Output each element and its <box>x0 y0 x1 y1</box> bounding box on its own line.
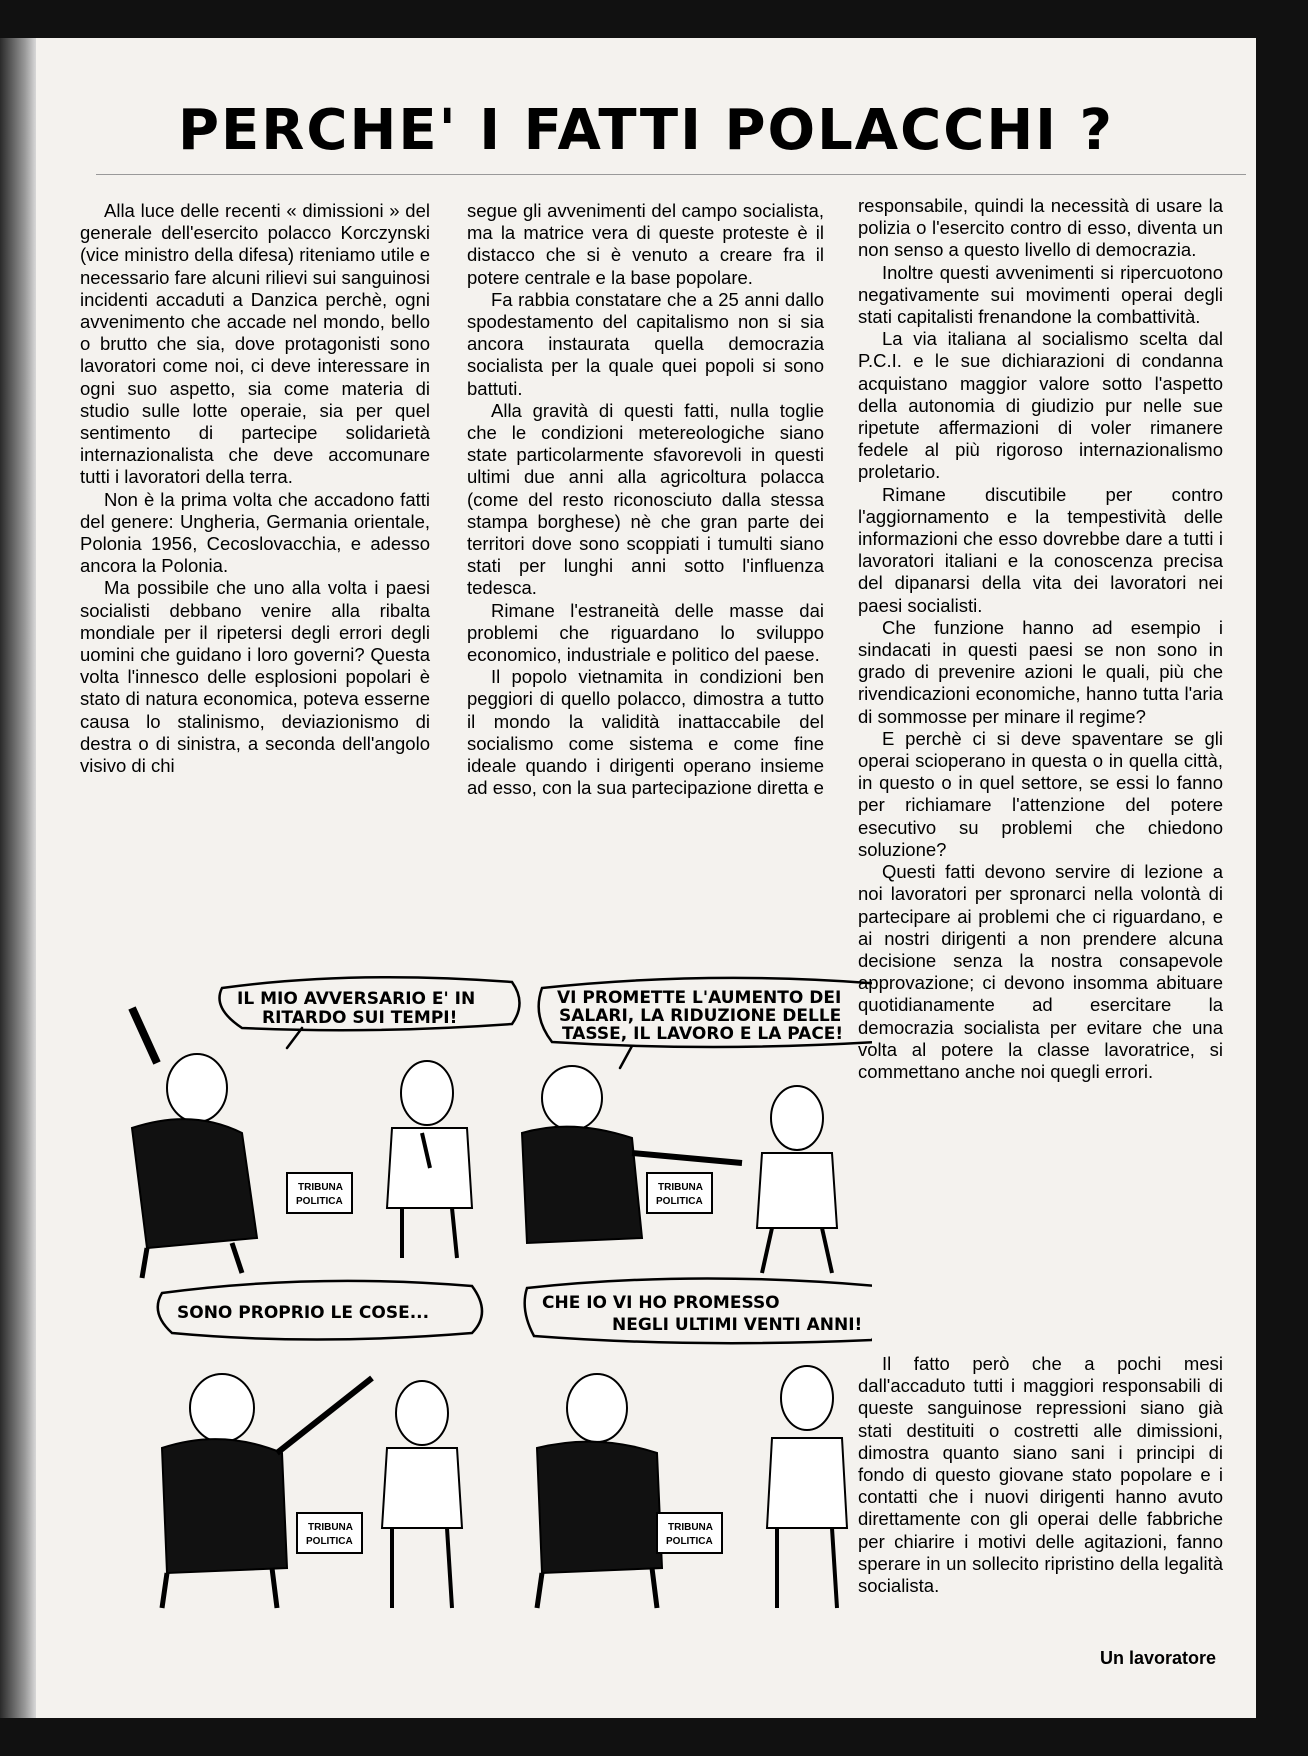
bubble-text: SONO PROPRIO LE COSE... <box>177 1303 430 1323</box>
title-divider <box>96 174 1246 175</box>
sign-text: TRIBUNA <box>668 1522 713 1533</box>
podium-sign <box>287 1173 352 1213</box>
paragraph: Il fatto però che a pochi mesi dall'accaduto tutti i maggiori responsabili di queste sanguinose repressioni siano già stati destituiti o costretti alle dimissioni, dimostra quanto siano sani i principi di fondo di questo giovane stato popolare e i contatti che i nuovi dirigenti hanno avuto direttamente con gli operai delle fabbriche per chiarire i motivi delle agitazioni, fanno sperare in un sollecito ripristino della legalità socialista. <box>858 1353 1223 1597</box>
bubble-text: VI PROMETTE L'AUMENTO DEI <box>557 988 842 1008</box>
bubble-text: IL MIO AVVERSARIO E' IN <box>237 989 476 1009</box>
text-column-3 <box>858 195 1223 1083</box>
paragraph: segue gli avvenimenti del campo socialista, ma la matrice vera di queste proteste è il distacco che si è venuto a creare fra il potere centrale e la base popolare. <box>467 200 824 288</box>
paragraph: Questi fatti devono servire di lezione a noi lavoratori per spronarci nella volontà di partecipare ai problemi che ci riguardano, e ai nostri dirigenti a non prendere alcuna decisione senza la nostra consapevole approvazione; ci devono insomma abituare quotidianamente ad esercitare la democrazia socialista per evitare che una volta al potere la classe lavoratrice, si commettano anche noi quegli errori. <box>858 861 1223 1082</box>
podium-sign <box>657 1513 722 1553</box>
podium-sign <box>647 1173 712 1213</box>
text-column-2 <box>467 200 824 799</box>
paragraph: Il popolo vietnamita in condizioni ben peggiori di quello polacco, dimostra a tutto il mondo la validità inattaccabile del socialismo come sistema e come fine ideale quando i dirigenti operano insieme ad esso, con la sua partecipazione diretta e <box>467 666 824 799</box>
page-edge <box>0 38 36 1718</box>
political-cartoon <box>72 968 872 1668</box>
bubble-text: RITARDO SUI TEMPI! <box>262 1008 458 1028</box>
sign-text: TRIBUNA <box>658 1182 703 1193</box>
sign-text: POLITICA <box>306 1536 353 1547</box>
podium-sign <box>297 1513 362 1553</box>
sign-text: POLITICA <box>666 1536 713 1547</box>
bubble-text: SALARI, LA RIDUZIONE DELLE <box>559 1006 842 1026</box>
paragraph: E perchè ci si deve spaventare se gli operai scioperano in questa o in quella città, in questo o in quel settore, se essi lo fanno per richiamare l'attenzione del potere esecutivo su problemi che chiedono soluzione? <box>858 727 1223 860</box>
bubble-text: CHE IO VI HO PROMESSO <box>542 1293 780 1313</box>
paragraph: responsabile, quindi la necessità di usare la polizia o l'esercito contro di esso, diventa un non senso a questo livello di democrazia. <box>858 195 1223 261</box>
bubble-text: TASSE, IL LAVORO E LA PACE! <box>562 1024 844 1044</box>
paragraph: Fa rabbia constatare che a 25 anni dallo spodestamento del capitalismo non si sia ancora instaurata quella democrazia socialista per la quale quei popoli si sono battuti. <box>467 288 824 399</box>
sign-text: POLITICA <box>656 1196 703 1207</box>
paragraph: Ma possibile che uno alla volta i paesi socialisti debbano venire alla ribalta mondiale per il ripetersi degli errori degli uomini che guidano i loro governi? Questa volta l'innesco delle esplosioni popolari è stato di natura economica, poteva esserne causa lo stalinismo, deviazionismo di destra o di sinistra, a seconda dell'angolo visivo di chi <box>80 577 430 777</box>
paragraph: Che funzione hanno ad esempio i sindacati in questi paesi se non sono in grado di prevenire azioni le quali, più che rivendicazioni economiche, hanno tutta l'aria di sommosse per minare il regime? <box>858 616 1223 727</box>
paragraph: Rimane l'estraneità delle masse dai problemi che riguardano lo sviluppo economico, industriale e politico del paese. <box>467 599 824 666</box>
paragraph: Non è la prima volta che accadono fatti del genere: Ungheria, Germania orientale, Polonia 1956, Cecoslovacchia, e adesso ancora la Polonia. <box>80 488 430 577</box>
paragraph: La via italiana al socialismo scelta dal P.C.I. e le sue dichiarazioni di condanna acquistano maggior valore sotto l'aspetto della autonomia di giudizio pur nelle sue ripetute affermazioni di voler rimanere fedele al più rigoroso internazionalismo proletario. <box>858 328 1223 483</box>
text-column-3-closing <box>858 1353 1223 1597</box>
bubble-text: NEGLI ULTIMI VENTI ANNI! <box>612 1315 863 1335</box>
paragraph: Inoltre questi avvenimenti si ripercuotono negativamente sui movimenti operai degli stati capitalisti frenandone la combattività. <box>858 261 1223 328</box>
text-column-1 <box>80 200 430 777</box>
paragraph: Alla luce delle recenti « dimissioni » del generale dell'esercito polacco Korczynski (vice ministro della difesa) riteniamo utile e necessario fare alcuni rilievi sui sanguinosi incidenti accaduti a Danzica perchè, ogni avvenimento che accade nel mondo, bello o brutto che sia, dove protagonisti sono lavoratori come noi, ci deve interessare in ogni suo aspetto, sia come materia di studio sulle lotte operaie, sia per quel sentimento di partecipe solidarietà internazionalista che deve accomunare tutti i lavoratori della terra. <box>80 200 430 488</box>
sign-text: POLITICA <box>296 1196 343 1207</box>
paragraph: Rimane discutibile per contro l'aggiornamento e la tempestività delle informazioni che esso dovrebbe dare a tutti i lavoratori italiani e la conoscenza precisa del dipanarsi della vita dei lavoratori nei paesi socialisti. <box>858 483 1223 616</box>
article-title: PERCHE' I FATTI POLACCHI ? <box>178 98 1114 163</box>
magazine-page <box>36 38 1256 1718</box>
author-signature: Un lavoratore <box>1099 1648 1216 1668</box>
paragraph: Alla gravità di questi fatti, nulla toglie che le condizioni metereologiche siano state particolarmente sfavorevoli in questi ultimi due anni alla agricoltura polacca (come del resto riconosciuto dalla stessa stampa borghese) nè che gran parte dei territori dove sono scoppiati i tumulti siano stati per lunghi anni sotto l'influenza tedesca. <box>467 399 824 599</box>
sign-text: TRIBUNA <box>298 1182 343 1193</box>
sign-text: TRIBUNA <box>308 1522 353 1533</box>
